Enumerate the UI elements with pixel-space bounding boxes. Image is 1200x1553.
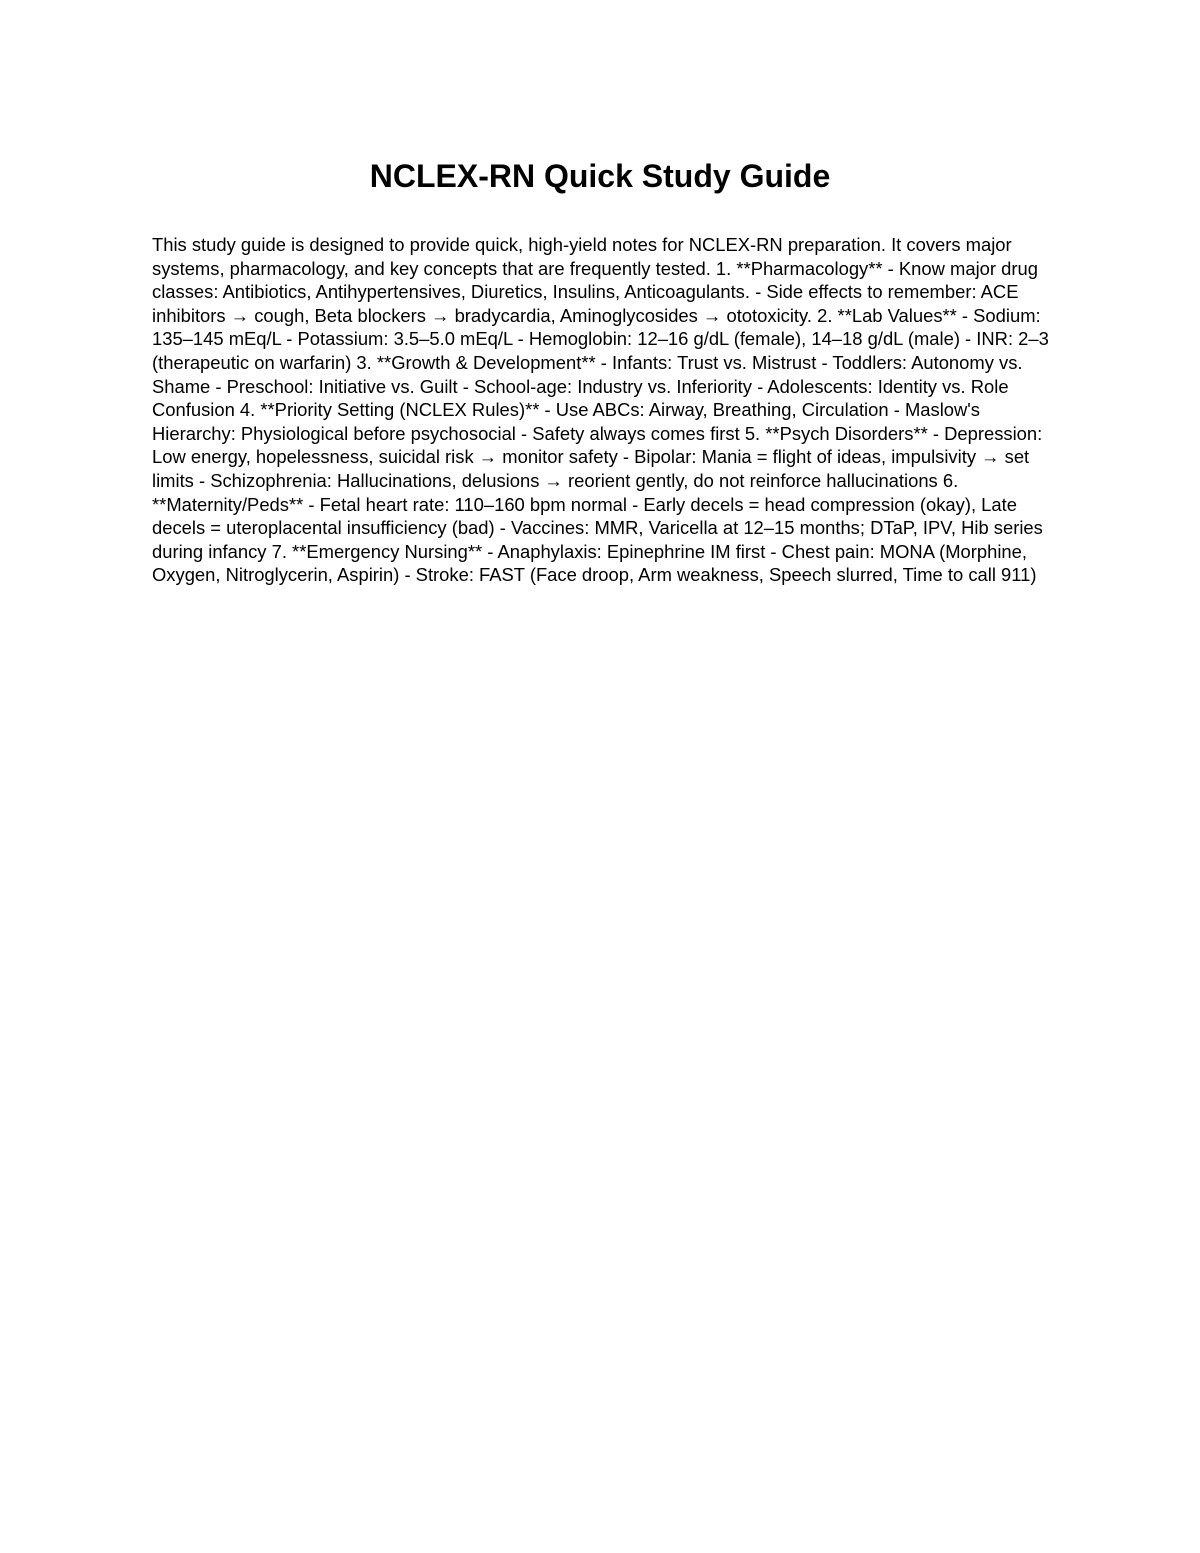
document-body-paragraph: This study guide is designed to provide quick, high-yield notes for NCLEX-RN preparation. It covers major systems, pharmacology, and key concepts that are frequently tested. 1. **Pharmacology** - Know major drug classes: Antibiotics, Antihypertensives, Diuretics, Insulins, Anticoagulants. - Side effects to remember: ACE inhibitors → cough, Beta blockers → bradycardia, Aminoglycosides → ototoxicity. 2. **Lab Values** - Sodium: 135–145 mEq/L - Potassium: 3.5–5.0 mEq/L - Hemoglobin: 12–16 g/dL (female), 14–18 g/dL (male) - INR: 2–3 (therapeutic on warfarin) 3. **Growth & Development** - Infants: Trust vs. Mistrust - Toddlers: Autonomy vs. Shame - Preschool: Initiative vs. Guilt - School-age: Industry vs. Inferiority - Adolescents: Identity vs. Role Confusion 4. **Priority Setting (NCLEX Rules)** - Use ABCs: Airway, Breathing, Circulation - Maslow's Hierarchy: Physiological before psychosocial - Safety always comes first 5. **Psych Disorders** - Depression: Low energy, hopelessness, suicidal risk → monitor safety - Bipolar: Mania = flight of ideas, impulsivity → set limits - Schizophrenia: Hallucinations, delusions → reorient gently, do not reinforce hallucinations 6. **Maternity/Peds** - Fetal heart rate: 110–160 bpm normal - Early decels = head compression (okay), Late decels = uteroplacental insufficiency (bad) - Vaccines: MMR, Varicella at 12–15 months; DTaP, IPV, Hib series during infancy 7. **Emergency Nursing** - Anaphylaxis: Epinephrine IM first - Chest pain: MONA (Morphine, Oxygen, Nitroglycerin, Aspirin) - Stroke: FAST (Face droop, Arm weakness, Speech slurred, Time to call 911) — [152, 234, 1049, 586]
document-title: NCLEX-RN Quick Study Guide — [369, 158, 831, 194]
